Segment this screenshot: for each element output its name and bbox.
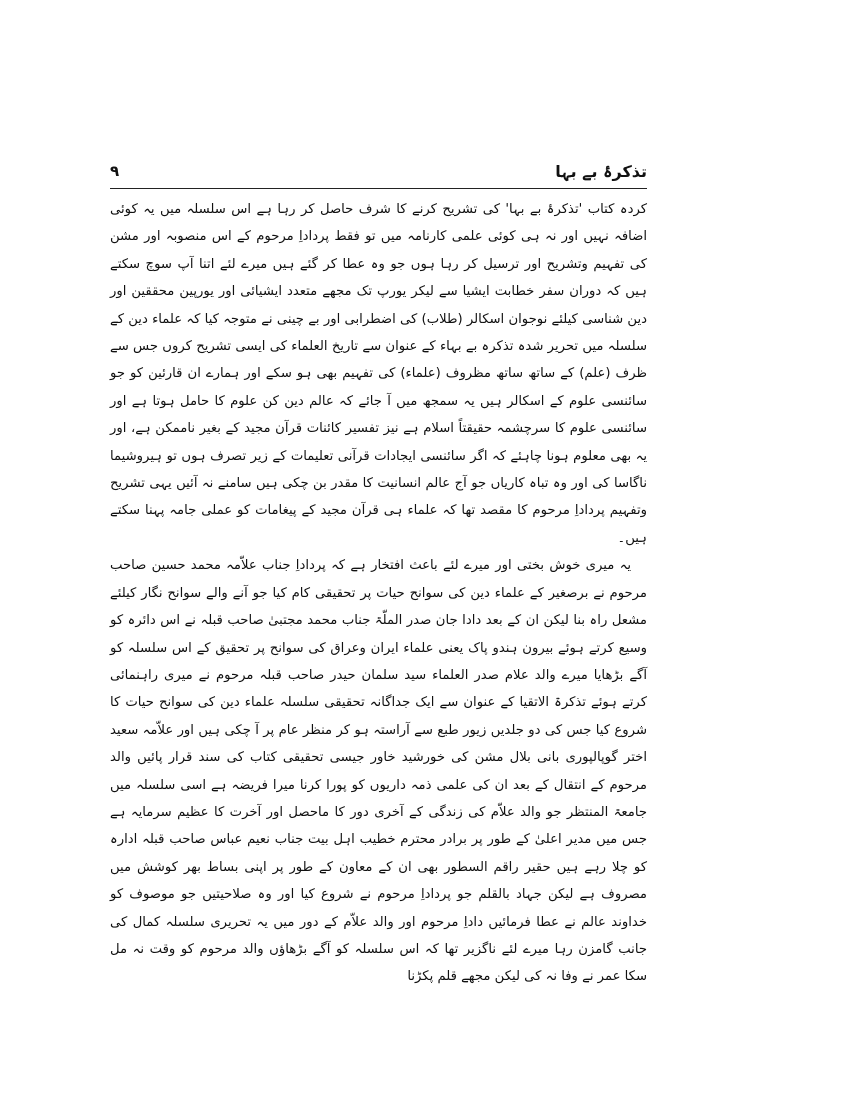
paragraph-1: کردہ کتاب 'تذکرۂ بے بہا' کی تشریح کرنے کا شرف حاصل کر رہا ہے اس سلسلہ میں یہ کوئی اضافہ نہیں اور نہ ہی کوئی علمی کارنامہ میں تو فقط پرداداِ مرحوم کے اس منصوبہ اور مشن کی تفہیم وتشریح اور ترسیل کر رہا ہوں جو وہ عطا کر گئے ہیں میرے لئے اتنا آپ سوچ سکتے ہیں کہ دوران سفر خطابت ایشیا سے لیکر یورپ تک مجھے متعدد ایشیائی اور یورپین محققین اور دین شناسی کیلئے نوجوان اسکالر (طلاب) کی اضطرابی اور بے چینی نے متوجہ کیا کہ علماء دین کے سلسلہ میں تحریر شدہ تذکرہ بے بہاء کے عنوان سے تاریخ العلماء کی ایسی تشریح کروں جس سے ظرف (علم) کے ساتھ ساتھ مظروف (علماء) کی تفہیم بھی ہو سکے اور ہمارے ان قارئین کو جو سائنسی علوم کے اسکالر ہیں یہ سمجھ میں آ جائے کہ عالم دین کن علوم کا حامل ہوتا ہے اور سائنسی علوم کا سرچشمہ حقیقتاً اسلام ہے نیز تفسیر کائنات قرآن مجید کے بغیر ناممکن ہے، اور یہ بھی معلوم ہونا چاہئے کہ اگر سائنسی ایجادات قرآنی تعلیمات کے زیر تصرف ہوں تو ہیروشیما ناگاسا کی اور وہ تباہ کاریاں جو آج عالم انسانیت کا مقدر بن چکی ہیں سامنے نہ آئیں یہی تشریح وتفہیم پرداداِ مرحوم کا مقصد تھا کہ علماء ہی قرآن مجید کے پیغامات کو عملی جامہ پہنا سکتے ہیں۔ xyxy=(110,202,647,546)
page-number: ۹ xyxy=(110,162,120,180)
running-title: تذکرۂ بے بہا xyxy=(555,162,647,181)
paragraph-2: یہ میری خوش بختی اور میرے لئے باعث افتخار ہے کہ پرداداِ جناب علاّمہ محمد حسین صاحب مرحوم نے برصغیر کے علماء دین کی سوانح حیات پر تحقیقی کام کیا جو آنے والے سوانح نگار کیلئے مشعل راہ بنا لیکن ان کے بعد دادا جان صدر الملّۃ جناب محمد مجتبیٰ صاحب قبلہ نے اس دائرہ کو وسیع کرتے ہوئے بیرون ہندو پاک یعنی علماء ایران وعراق کی سوانح پر تحقیق کے اس سلسلہ کو آگے بڑھایا میرے والد علام صدر العلماء سید سلمان حیدر صاحب قبلہ مرحوم نے میری راہنمائی کرتے ہوئے تذکرۃ الاتقیا کے عنوان سے ایک جداگانہ تحقیقی سلسلہ علماء دین کی سوانح حیات کا شروع کیا جس کی دو جلدیں زیور طبع سے آراستہ ہو کر منظر عام پر آ چکی ہیں اور علاّمہ سعید اختر گوپالپوری بانی بلال مشن کی خورشید خاور جیسی تحقیقی کتاب کی سند قرار پائیں والد مرحوم کے انتقال کے بعد ان کی علمی ذمہ داریوں کو پورا کرنا میرا فریضہ ہے اسی سلسلہ میں جامعۃ المنتظر جو والد علاّم کی زندگی کے آخری دور کا ماحصل اور آخرت کا عظیم سرمایہ ہے جس میں مدیر اعلیٰ کے طور پر برادر محترم خطیب اہل بیت جناب نعیم عباس صاحب قبلہ ادارہ کو چلا رہے ہیں حقیر راقم السطور بھی ان کے معاون کے طور پر اپنی بساط بھر کوشش میں مصروف ہے لیکن جہاد بالقلم جو پرداداِ مرحوم نے شروع کیا اور وہ صلاحیتیں جو موصوف کو خداوند عالم نے عطا فرمائیں داداِ مرحوم اور والد علاّم کے دور میں یہ تحریری سلسلہ کمال کی جانب گامزن رہا میرے لئے ناگزیر تھا کہ اس سلسلہ کو آگے بڑھاؤں والد مرحوم کو وقت نہ مل سکا عمر نے وفا نہ کی لیکن مجھے قلم پکڑنا xyxy=(110,558,647,985)
page-header xyxy=(110,160,647,190)
header-divider xyxy=(110,188,647,189)
body-text xyxy=(110,196,647,991)
